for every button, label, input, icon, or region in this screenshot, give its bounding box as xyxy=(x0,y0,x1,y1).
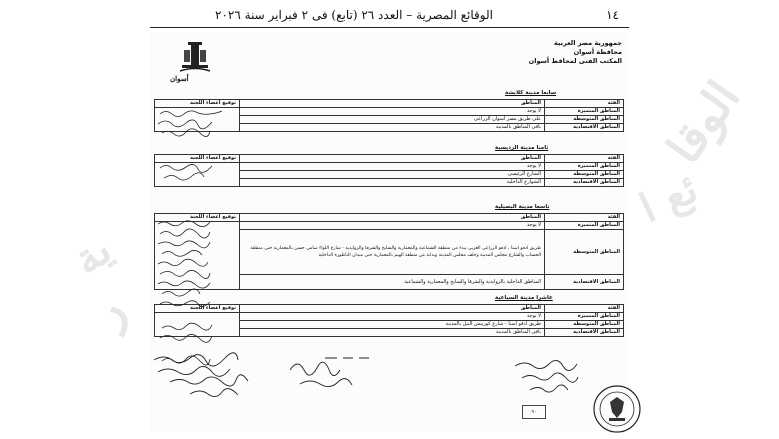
category-cell: المناطق الاقتصادية xyxy=(545,275,624,290)
category-cell: المناطق الاقتصادية xyxy=(545,179,624,187)
category-cell: المناطق المتوسطة xyxy=(545,171,624,179)
header-signatures: توقيع أعضاء اللجنة xyxy=(155,305,240,313)
institution-office: المكتب الفنى لمحافظ أسوان xyxy=(528,57,622,65)
official-seal-icon xyxy=(592,384,642,434)
areas-cell: باقى المناطق بالمدينة xyxy=(240,329,545,337)
category-cell: المناطق المتميزة xyxy=(545,313,624,321)
areas-cell: لا يوجد xyxy=(240,163,545,171)
institution-governorate: محافظة أسوان xyxy=(573,48,622,56)
category-cell: المناطق الاقتصادية xyxy=(545,124,624,132)
gazette-header xyxy=(0,0,779,30)
areas-cell: المناطق الداخلية بالزوايدية والشرفا والسايح والمعمارية والشماعية xyxy=(240,275,545,290)
watermark: ئع ا xyxy=(632,165,705,232)
category-cell: المناطق المتوسطة xyxy=(545,321,624,329)
watermark: الوقا xyxy=(656,71,751,173)
watermark: ية xyxy=(64,224,121,285)
areas-cell: طريق ادفو اسنا ، ادفو الزراعى الغربى يبدء من منطقة الشماعية والمعمارية والسايح والشرفا والزوايدية - شارع اللواء سامى حسن بالمعمارية حتى منطقة الحساب والشارع مجلس المدينة وخلف مجلس المدينة وبداية من منطقة الهيم بالمعمارية حتى ميدان الناظورة الداخلية xyxy=(240,230,545,275)
header-category: الفئة xyxy=(545,155,624,163)
publication-line: الوقائع المصرية – العدد ٢٦ (تابع) فى ٢ فبراير سنة ٢٠٢٦ xyxy=(215,8,493,22)
institution-block xyxy=(529,39,622,66)
header-areas: المناطق xyxy=(240,305,545,313)
areas-cell: طريق ادفو اسنا - شارع كورنيش النيل بالمدينة xyxy=(240,321,545,329)
committee-signatures xyxy=(154,106,236,376)
bottom-signatures xyxy=(150,350,628,412)
header-areas: المناطق xyxy=(240,214,545,222)
header-signatures: توقيع أعضاء اللجنة xyxy=(155,155,240,163)
areas-cell: الشوارع الداخلية xyxy=(240,179,545,187)
institution-country: جمهورية مصر العربية xyxy=(554,39,622,47)
section-title: عاشرا مدينة السباعية xyxy=(495,295,553,301)
header-category: الفئة xyxy=(545,214,624,222)
areas-cell: على طريق مصر أسوان الزراعى xyxy=(240,116,545,124)
category-cell: المناطق المتوسطة xyxy=(545,230,624,275)
category-cell: المناطق المتميزة xyxy=(545,108,624,116)
section-title: سابعا مدينة كلابشة xyxy=(505,90,557,96)
areas-cell: الشارع الرئيسى xyxy=(240,171,545,179)
header-rule xyxy=(150,27,629,28)
category-cell: المناطق الاقتصادية xyxy=(545,329,624,337)
category-cell: المناطق المتميزة xyxy=(545,222,624,230)
section-title: تاسعا مدينة البصيلية xyxy=(495,204,550,210)
areas-cell: لا يوجد xyxy=(240,313,545,321)
scanned-document xyxy=(150,32,628,432)
areas-cell: لا يوجد xyxy=(240,108,545,116)
areas-cell: لا يوجد xyxy=(240,222,545,230)
watermark: ر xyxy=(77,288,136,336)
header-signatures: توقيع أعضاء اللجنة xyxy=(155,100,240,108)
header-areas: المناطق xyxy=(240,155,545,163)
header-signatures: توقيع أعضاء اللجنة xyxy=(155,214,240,222)
areas-cell: باقى المناطق بالمدينة xyxy=(240,124,545,132)
logo-text: أسوان xyxy=(170,74,189,83)
category-cell: المناطق المتميزة xyxy=(545,163,624,171)
page-number: ١٤ xyxy=(606,8,619,22)
sheet-page-number: ٩٠ xyxy=(522,405,546,419)
aswan-logo-icon xyxy=(178,40,212,78)
section-title: ثامنا مدينة الرديسية xyxy=(495,145,549,151)
header-areas: المناطق xyxy=(240,100,545,108)
category-cell: المناطق المتوسطة xyxy=(545,116,624,124)
header-category: الفئة xyxy=(545,100,624,108)
header-category: الفئة xyxy=(545,305,624,313)
